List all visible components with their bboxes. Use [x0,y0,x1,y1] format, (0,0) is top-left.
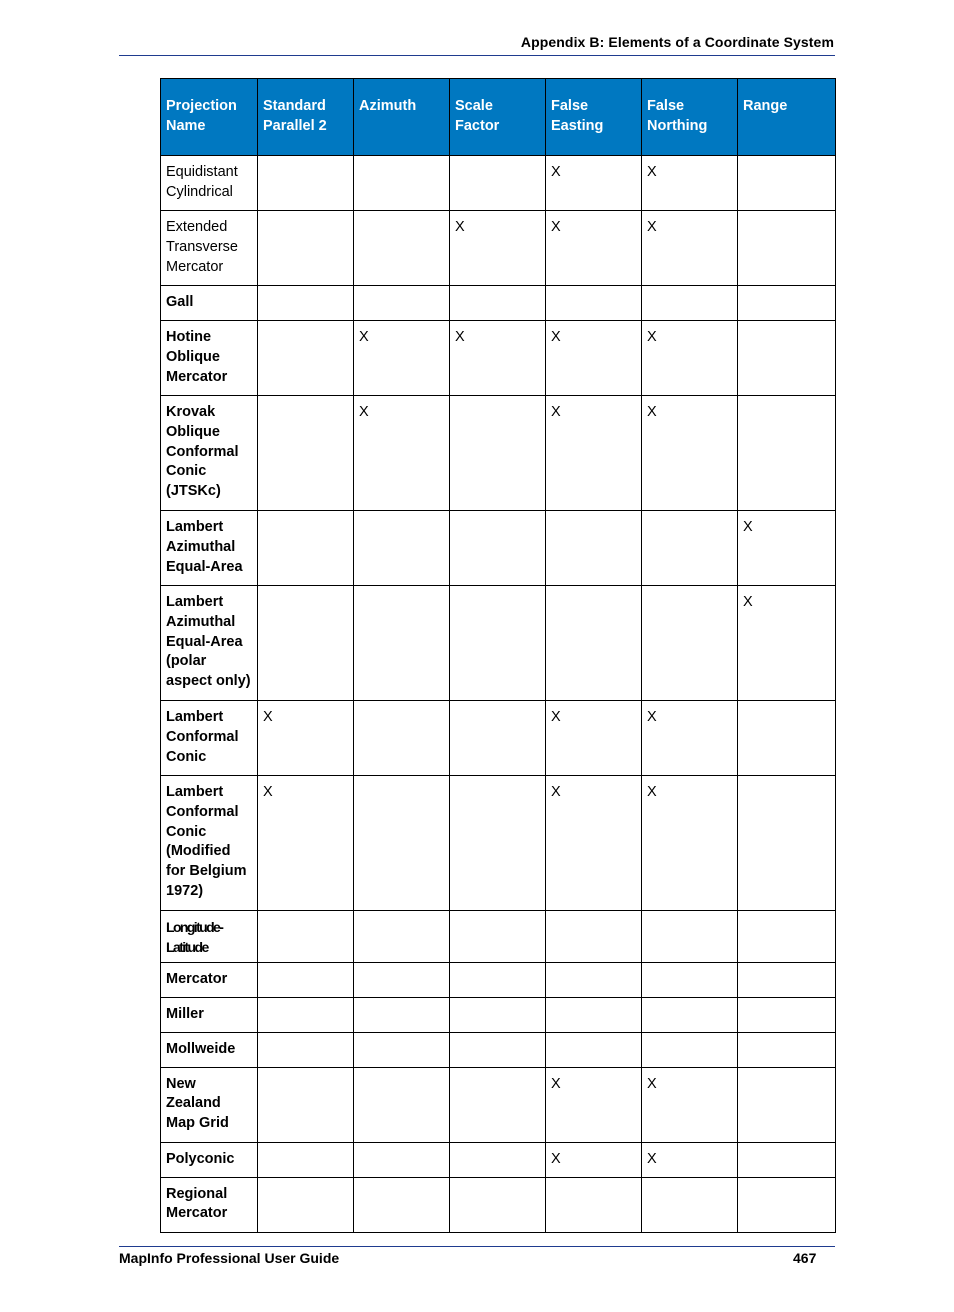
table-cell: X [450,321,546,396]
table-cell [738,321,836,396]
projection-elements-table [160,78,836,1233]
projection-name-cell: Polyconic [161,1142,258,1177]
table-cell [450,156,546,211]
table-cell: X [642,1067,738,1142]
table-cell [738,1177,836,1232]
table-body [161,156,836,1233]
table-cell: X [546,156,642,211]
table-cell [258,321,354,396]
table-cell: X [546,701,642,776]
table-cell [354,776,450,911]
running-header: Appendix B: Elements of a Coordinate System [520,34,834,50]
table-row [161,997,836,1032]
table-cell [642,1032,738,1067]
table-row [161,962,836,997]
table-cell [738,701,836,776]
table-cell [354,286,450,321]
table-cell [450,1177,546,1232]
table-cell [738,396,836,511]
projection-name-cell: New Zealand Map Grid [161,1067,258,1142]
table-row [161,396,836,511]
column-header: Standard Parallel 2 [258,79,354,156]
table-cell: X [738,511,836,586]
table-cell [258,1032,354,1067]
table-cell [354,997,450,1032]
table-cell: X [642,211,738,286]
table-row [161,321,836,396]
table-cell: X [258,776,354,911]
table-cell [258,1177,354,1232]
table-cell: X [546,1142,642,1177]
table-cell [738,962,836,997]
projection-name-cell: Extended Transverse Mercator [161,211,258,286]
table-cell [354,511,450,586]
table-cell [258,997,354,1032]
table-cell [450,701,546,776]
table-row [161,776,836,911]
table-cell [546,1177,642,1232]
table-cell: X [546,321,642,396]
page-number: 467 [793,1250,817,1266]
column-header: Projection Name [161,79,258,156]
table-row [161,511,836,586]
table-cell: X [642,321,738,396]
table-row [161,586,836,701]
table-cell: X [642,1142,738,1177]
table-cell [546,286,642,321]
header-rule [119,55,835,56]
projection-name-cell: Lambert Conformal Conic (Modified for Belgium 1972) [161,776,258,911]
table-cell [354,156,450,211]
projection-name-cell: Lambert Azimuthal Equal-Area [161,511,258,586]
table-cell [642,962,738,997]
table-cell: X [738,586,836,701]
footer-title: MapInfo Professional User Guide [119,1250,340,1266]
table-cell [354,1032,450,1067]
table-cell [642,911,738,963]
table-cell [642,286,738,321]
table-cell [738,286,836,321]
table-cell [450,511,546,586]
table-cell: X [642,701,738,776]
table-cell [738,1142,836,1177]
table-cell [450,286,546,321]
table-cell [738,997,836,1032]
table-cell [258,1142,354,1177]
table-cell [450,1142,546,1177]
table-cell [354,211,450,286]
table-cell: X [546,211,642,286]
table-row [161,156,836,211]
table-cell: X [642,156,738,211]
table-cell [354,1067,450,1142]
table-cell [450,911,546,963]
table-cell [642,586,738,701]
table-cell [546,511,642,586]
table-cell [258,396,354,511]
table-cell: X [258,701,354,776]
table-row [161,1032,836,1067]
footer-rule [119,1246,835,1247]
table-cell [450,997,546,1032]
table-cell [258,211,354,286]
table-cell [642,997,738,1032]
table-cell: X [450,211,546,286]
table-cell [450,586,546,701]
table-cell [642,1177,738,1232]
projection-name-cell: Equidistant Cylindrical [161,156,258,211]
projection-name-cell: Miller [161,997,258,1032]
table-cell [354,911,450,963]
table-cell: X [546,776,642,911]
projection-name-cell: Mercator [161,962,258,997]
column-header: False Easting [546,79,642,156]
table-cell [258,911,354,963]
table-cell [450,776,546,911]
table-cell: X [546,1067,642,1142]
table-cell [258,586,354,701]
table-cell [546,962,642,997]
column-header: Scale Factor [450,79,546,156]
projection-name-cell: Hotine Oblique Mercator [161,321,258,396]
table-cell [738,776,836,911]
table-cell: X [354,396,450,511]
projection-name-cell: Krovak Oblique Conformal Conic (JTSKc) [161,396,258,511]
table-header-row [161,79,836,156]
projection-name-cell: Lambert Azimuthal Equal-Area (polar aspect only) [161,586,258,701]
table-cell [546,911,642,963]
table-row [161,1177,836,1232]
projection-name-cell: Lambert Conformal Conic [161,701,258,776]
projection-name-cell: Gall [161,286,258,321]
table-row [161,1067,836,1142]
projection-name-cell: Longitude-Latitude [161,911,258,963]
table-cell [546,997,642,1032]
table-row [161,1142,836,1177]
table-cell [738,211,836,286]
table-cell [738,156,836,211]
table-cell [738,1067,836,1142]
table-cell [354,701,450,776]
table-cell [450,396,546,511]
table-cell [258,156,354,211]
table-cell [354,962,450,997]
table-cell [642,511,738,586]
table-cell [738,1032,836,1067]
table-cell [450,1067,546,1142]
table-row [161,911,836,963]
projection-name-cell: Mollweide [161,1032,258,1067]
table-cell [546,586,642,701]
table-cell [258,962,354,997]
table-row [161,286,836,321]
table-cell [450,1032,546,1067]
table-cell: X [354,321,450,396]
table-cell [354,1177,450,1232]
table-row [161,701,836,776]
column-header: Azimuth [354,79,450,156]
table-cell [738,911,836,963]
projection-name-cell: Regional Mercator [161,1177,258,1232]
table-cell: X [546,396,642,511]
table-cell [354,586,450,701]
table-cell [450,962,546,997]
table-cell [258,511,354,586]
table-cell [546,1032,642,1067]
table-cell [258,286,354,321]
table-cell [258,1067,354,1142]
table-cell [354,1142,450,1177]
table-cell: X [642,396,738,511]
column-header: False Northing [642,79,738,156]
table-row [161,211,836,286]
table-cell: X [642,776,738,911]
column-header: Range [738,79,836,156]
